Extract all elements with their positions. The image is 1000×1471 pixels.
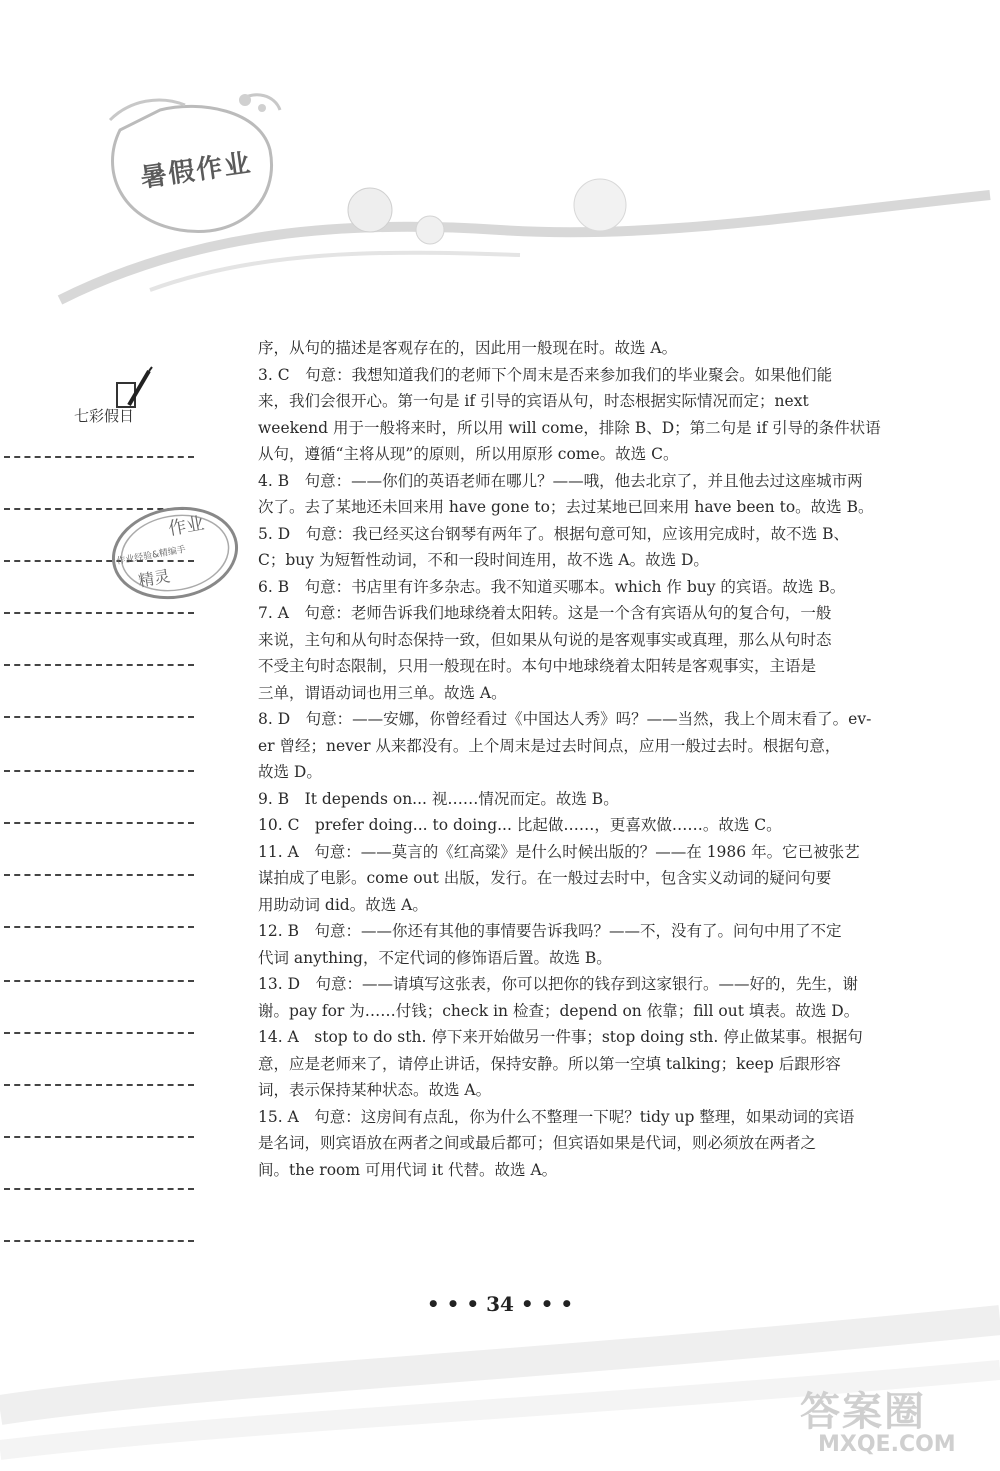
- answer-line: 6. B 句意：书店里有许多杂志。我不知道买哪本。which 作 buy 的宾语。故选 B。: [258, 577, 846, 596]
- answer-line: 15. A 句意：这房间有点乱，你为什么不整理一下呢？tidy up 整理，如果动词的宾语: [258, 1107, 855, 1126]
- answer-line: 代词 anything，不定代词的修饰语后置。故选 B。: [258, 948, 612, 967]
- watermark-url: MXQE.COM: [818, 1432, 956, 1457]
- note-line: [4, 1084, 194, 1086]
- stamp-text-top: 作业: [166, 513, 206, 540]
- answer-line: 谢。pay for 为……付钱；check in 检查；depend on 依靠；fill out 填表。故选 D。: [258, 1001, 860, 1020]
- answer-line: 意，应是老师来了，请停止讲话，保持安静。所以第一空填 talking；keep 后跟形容: [258, 1054, 841, 1073]
- answer-line: C；buy 为短暂性动词，不和一段时间连用，故不选 A。故选 D。: [258, 551, 709, 569]
- answer-item: [258, 839, 910, 919]
- note-line: [4, 1032, 194, 1034]
- answer-line: 次了。去了某地还未回来用 have gone to；去过某地已回来用 have been to。故选 B。: [258, 498, 874, 516]
- answer-item: [258, 468, 910, 521]
- answer-item: [258, 786, 910, 813]
- answer-line: 7. A 句意：老师告诉我们地球绕着太阳转。这是一个含有宾语从句的复合句，一般: [258, 604, 832, 622]
- answer-line: 不受主句时态限制，只用一般现在时。本句中地球绕着太阳转是客观事实，主语是: [258, 657, 817, 675]
- note-line: [4, 612, 194, 614]
- answer-line: 序，从句的描述是客观存在的，因此用一般现在时。故选 A。: [258, 339, 678, 357]
- answer-explanations: [258, 335, 910, 1183]
- answer-line: 间。the room 可用代词 it 代替。故选 A。: [258, 1160, 558, 1179]
- note-line: [4, 980, 194, 982]
- answer-line: 是名词，则宾语放在两者之间或最后都可；但宾语如果是代词，则必须放在两者之: [258, 1134, 817, 1152]
- answer-line: 用助动词 did。故选 A。: [258, 895, 428, 914]
- answer-line: er 曾经；never 从来都没有。上个周末是过去时间点，应用一般过去时。根据句意，: [258, 736, 841, 755]
- note-line: [4, 926, 194, 928]
- answer-item: [258, 812, 910, 839]
- answer-line: 8. D 句意：——安娜，你曾经看过《中国达人秀》吗？——当然，我上个周末看了。ev-: [258, 710, 872, 728]
- sidebar-label: 七彩假日: [74, 407, 135, 425]
- answer-item: [258, 971, 910, 1024]
- answer-line: 10. C prefer doing... to doing... 比起做……，更喜欢做……。故选 C。: [258, 816, 782, 834]
- note-line: [4, 1240, 194, 1242]
- note-line: [4, 770, 194, 772]
- answer-line: 故选 D。: [258, 763, 322, 781]
- answer-line: 12. B 句意：——你还有其他的事情要告诉我吗？——不，没有了。问句中用了不定: [258, 922, 842, 940]
- answer-line: 14. A stop to do sth. 停下来开始做另一件事；stop doing sth. 停止做某事。根据句: [258, 1028, 863, 1046]
- note-line: [4, 822, 194, 824]
- stamp-text-middle: 作业经验&精编手: [115, 544, 187, 567]
- stamp-text-bottom: 精灵: [136, 566, 172, 591]
- answer-item: [258, 335, 910, 362]
- note-line: [4, 456, 194, 458]
- header-title: 暑假作业: [138, 148, 254, 194]
- answer-line: 13. D 句意：——请填写这张表，你可以把你的钱存到这家银行。——好的，先生，谢: [258, 975, 859, 993]
- page-number: • • • 34 • • •: [426, 1292, 574, 1316]
- note-line: [4, 716, 194, 718]
- answer-line: 11. A 句意：——莫言的《红高粱》是什么时候出版的？——在 1986 年。它已被张艺: [258, 842, 860, 861]
- answer-line: 谋拍成了电影。come out 出版，发行。在一般过去时中，包含实义动词的疑问句要: [258, 869, 832, 887]
- watermark-logo: 答案圈: [800, 1389, 926, 1435]
- answer-line: weekend 用于一般将来时，所以用 will come，排除 B、D；第二句是 if 引导的条件状语: [258, 418, 881, 437]
- answer-item: [258, 521, 910, 574]
- answer-line: 3. C 句意：我想知道我们的老师下个周末是否来参加我们的毕业聚会。如果他们能: [258, 365, 833, 384]
- answer-item: [258, 918, 910, 971]
- answer-line: 来说，主句和从句时态保持一致，但如果从句说的是客观事实或真理，那么从句时态: [258, 630, 832, 649]
- note-line: [4, 1188, 194, 1190]
- answer-line: 三单，谓语动词也用三单。故选 A。: [258, 683, 507, 702]
- answer-item: [258, 574, 910, 601]
- answer-item: [258, 362, 910, 468]
- answer-item: [258, 1024, 910, 1104]
- answer-item: [258, 600, 910, 706]
- answer-line: 5. D 句意：我已经买这台钢琴有两年了。根据句意可知，应该用完成时，故不选 B、: [258, 524, 849, 543]
- note-line: [4, 664, 194, 666]
- answer-line: 词，表示保持某种状态。故选 A。: [258, 1081, 492, 1099]
- answer-item: [258, 1104, 910, 1184]
- note-line: [4, 874, 194, 876]
- answer-line: 来，我们会很开心。第一句是 if 引导的宾语从句，时态根据实际情况而定；next: [258, 392, 809, 410]
- answer-line: 9. B It depends on... 视……情况而定。故选 B。: [258, 789, 619, 808]
- note-line: [4, 1136, 194, 1138]
- answer-line: 4. B 句意：——你们的英语老师在哪儿？——哦，他去北京了，并且他去过这座城市两: [258, 471, 863, 490]
- answer-item: [258, 706, 910, 786]
- answer-line: 从句，遵循“主将从现”的原则，所以用原形 come。故选 C。: [258, 445, 679, 463]
